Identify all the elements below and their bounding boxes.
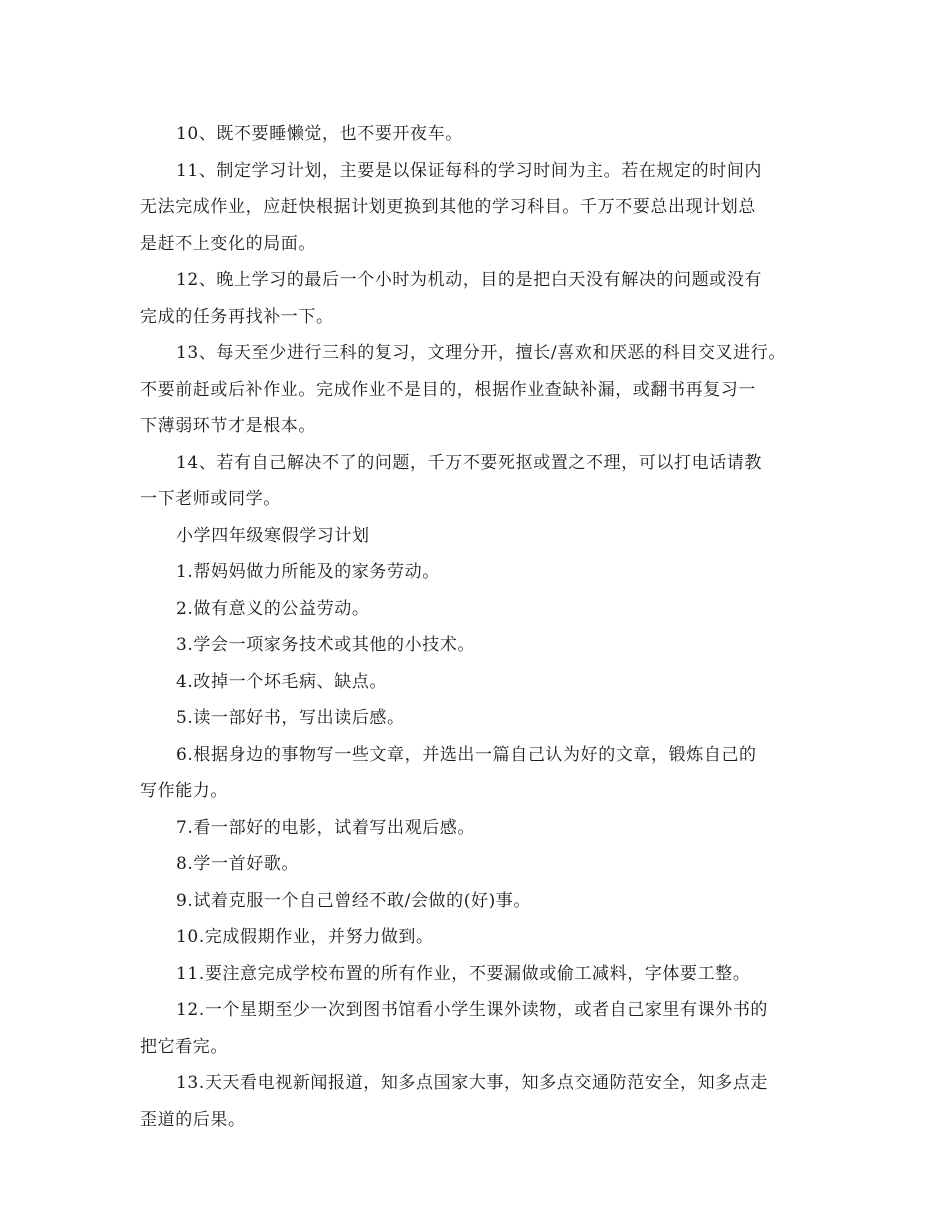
text-line: 写作能力。: [140, 781, 228, 801]
text-line: 10.完成假期作业，并努力做到。: [176, 927, 434, 947]
text-line: 5.读一部好书，写出读后感。: [176, 708, 405, 728]
text-line: 6.根据身边的事物写一些文章，并选出一篇自己认为好的文章，锻炼自己的: [176, 744, 757, 765]
text-line: 3.学会一项家务技术或其他的小技术。: [176, 635, 476, 655]
text-line: 把它看完。: [140, 1036, 228, 1057]
text-line: 13、每天至少进行三科的复习，文理分开，擅长/喜欢和厌恶的科目交叉进行。: [176, 343, 786, 363]
text-line: 9.试着克服一个自己曾经不敢/会做的(好)事。: [176, 890, 532, 911]
text-line: 1.帮妈妈做力所能及的家务劳动。: [176, 562, 440, 582]
text-line: 是赶不上变化的局面。: [140, 233, 316, 254]
text-line: 完成的任务再找补一下。: [140, 306, 334, 327]
text-line: 歪道的后果。: [140, 1109, 246, 1130]
text-line: 一下老师或同学。: [140, 489, 281, 509]
text-line: 12、晚上学习的最后一个小时为机动，目的是把白天没有解决的问题或没有: [176, 270, 763, 290]
text-line: 2.做有意义的公益劳动。: [176, 598, 370, 619]
text-line: 11.要注意完成学校布置的所有作业，不要漏做或偷工减料，字体要工整。: [176, 963, 751, 984]
text-line: 13.天天看电视新闻报道，知多点国家大事，知多点交通防范安全，知多点走: [176, 1073, 769, 1093]
text-line: 10、既不要睡懒觉，也不要开夜车。: [176, 124, 463, 144]
text-line: 8.学一首好歌。: [176, 854, 300, 874]
text-line: 11、制定学习计划，主要是以保证每科的学习时间为主。若在规定的时间内: [176, 160, 763, 181]
text-line: 12.一个星期至少一次到图书馆看小学生课外读物，或者自己家里有课外书的: [176, 1000, 769, 1020]
text-line: 不要前赶或后补作业。完成作业不是目的，根据作业查缺补漏，或翻书再复习一: [140, 379, 756, 400]
text-line: 7.看一部好的电影，试着写出观后感。: [176, 817, 476, 838]
text-line: 下薄弱环节才是根本。: [140, 416, 316, 436]
text-line: 14、若有自己解决不了的问题，千万不要死抠或置之不理，可以打电话请教: [176, 452, 763, 473]
text-line: 小学四年级寒假学习计划: [176, 525, 370, 546]
text-line: 4.改掉一个坏毛病、缺点。: [176, 671, 388, 692]
text-line: 无法完成作业，应赶快根据计划更换到其他的学习科目。千万不要总出现计划总: [140, 197, 756, 217]
document-body: [140, 116, 820, 1138]
